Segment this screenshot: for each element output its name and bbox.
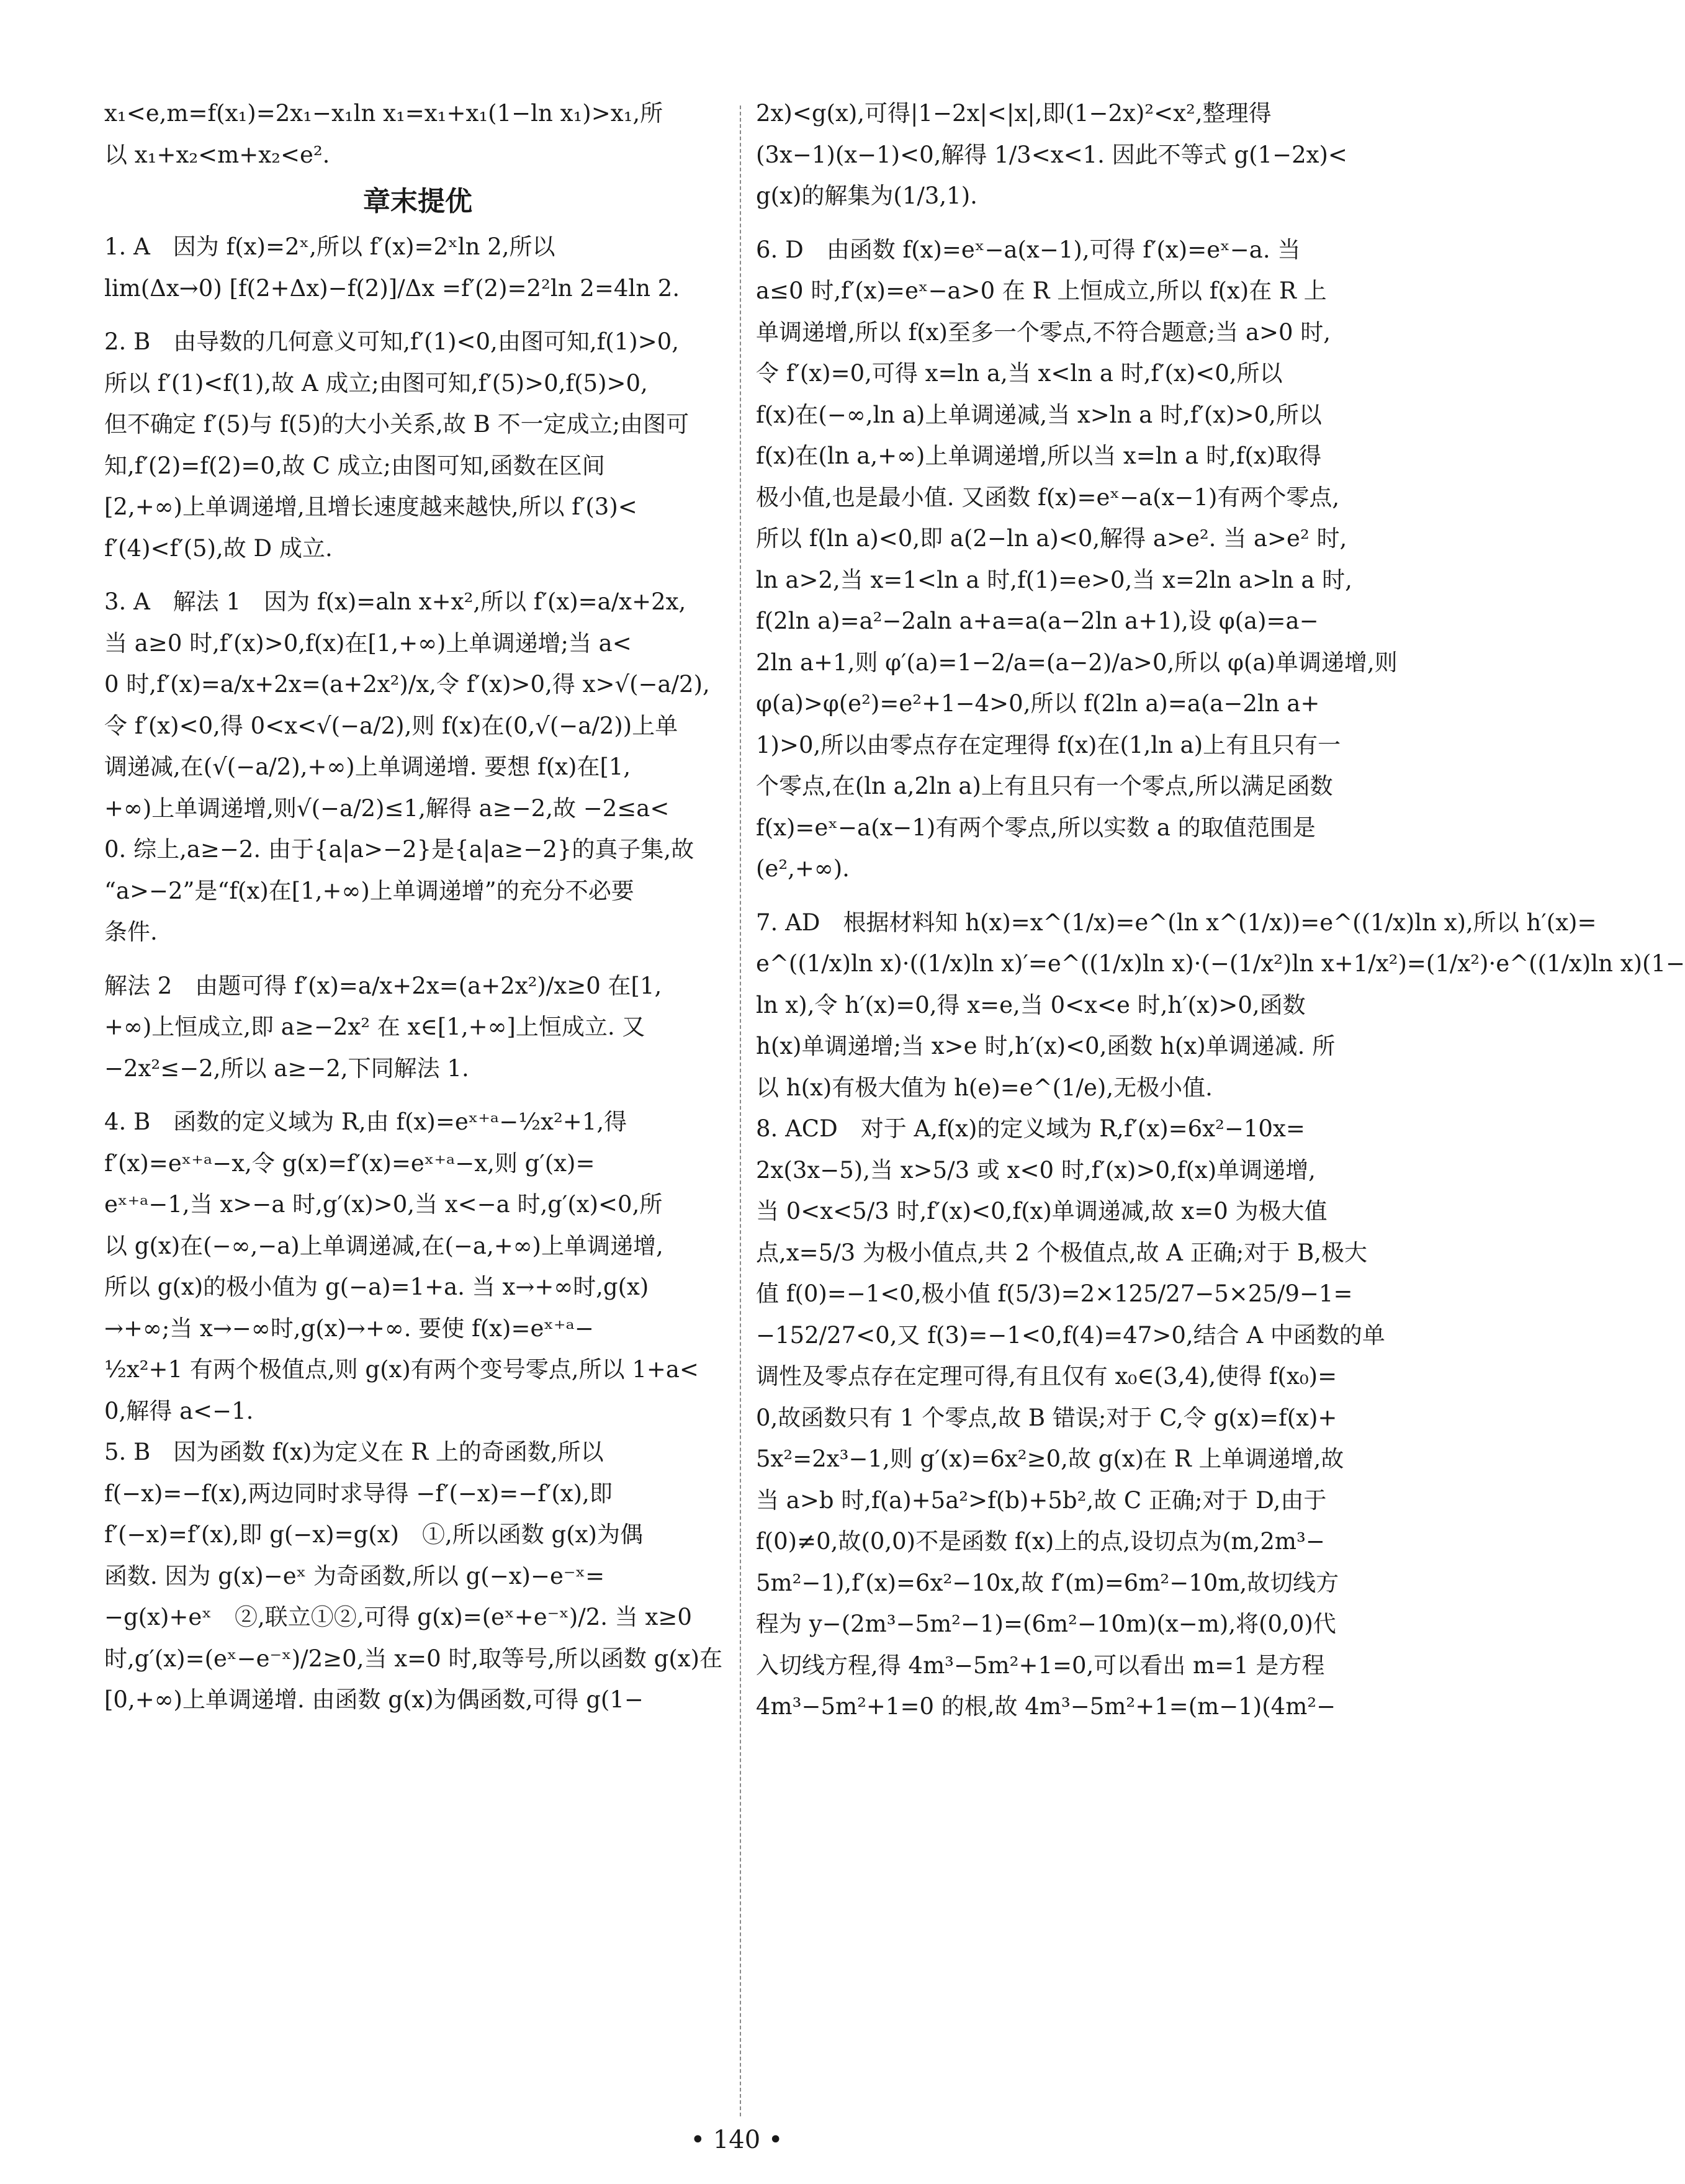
- text-line: 函数. 因为 g(x)−eˣ 为奇函数,所以 g(−x)−e⁻ˣ=: [104, 1562, 605, 1589]
- text-line: f′(4)<f′(5),故 D 成立.: [104, 534, 333, 562]
- text-line: 0. 综上,a≥−2. 由于{a|a>−2}是{a|a≥−2}的真子集,故: [104, 836, 694, 863]
- text-line: φ(a)>φ(e²)=e²+1−4>0,所以 f(2ln a)=a(a−2ln a+: [756, 690, 1320, 717]
- text-line: 入切线方程,得 4m³−5m²+1=0,可以看出 m=1 是方程: [756, 1651, 1325, 1679]
- paragraph-intro: [104, 93, 731, 176]
- text-line: 6. D 由函数 f(x)=eˣ−a(x−1),可得 f′(x)=eˣ−a. 当: [756, 236, 1301, 263]
- text-line: 调递减,在(√(−a/2),+∞)上单调递增. 要想 f(x)在[1,: [104, 753, 631, 780]
- text-line: 所以 g(x)的极小值为 g(−a)=1+a. 当 x→+∞时,g(x): [104, 1274, 649, 1300]
- text-line: 1)>0,所以由零点存在定理得 f(x)在(1,ln a)上有且只有一: [756, 731, 1341, 758]
- text-line: 条件.: [104, 919, 158, 945]
- text-line: 解法 2 由题可得 f′(x)=a/x+2x=(a+2x²)/x≥0 在[1,: [104, 972, 662, 999]
- text-line: [0,+∞)上单调递增. 由函数 g(x)为偶函数,可得 g(1−: [104, 1686, 644, 1713]
- text-line: 令 f′(x)=0,可得 x=ln a,当 x<ln a 时,f′(x)<0,所以: [756, 360, 1283, 387]
- text-line: “a>−2”是“f(x)在[1,+∞)上单调递增”的充分不必要: [104, 877, 634, 904]
- text-line: (3x−1)(x−1)<0,解得 1/3<x<1. 因此不等式 g(1−2x)<: [756, 141, 1347, 168]
- text-line: 以 g(x)在(−∞,−a)上单调递减,在(−a,+∞)上单调递增,: [104, 1232, 663, 1259]
- answer-7: [756, 902, 1685, 1109]
- text-line: 当 0<x<5/3 时,f′(x)<0,f(x)单调递减,故 x=0 为极大值: [756, 1198, 1328, 1225]
- text-line: 以 h(x)有极大值为 h(e)=e^(1/e),无极小值.: [756, 1074, 1213, 1101]
- answer-3-method-2: [104, 966, 731, 1090]
- text-line: 点,x=5/3 为极小值点,共 2 个极值点,故 A 正确;对于 B,极大: [756, 1239, 1367, 1266]
- text-line: +∞)上恒成立,即 a≥−2x² 在 x∈[1,+∞]上恒成立. 又: [104, 1013, 645, 1040]
- right-column: [756, 93, 1685, 1728]
- text-line: h(x)单调递增;当 x>e 时,h′(x)<0,函数 h(x)单调递减. 所: [756, 1033, 1336, 1059]
- text-line: −152/27<0,又 f(3)=−1<0,f(4)=47>0,结合 A 中函数的单: [756, 1321, 1385, 1349]
- text-line: f(2ln a)=a²−2aln a+a=a(a−2ln a+1),设 φ(a)=a−: [756, 608, 1319, 634]
- answer-6: [756, 230, 1398, 890]
- answer-3: [104, 582, 731, 953]
- text-line: e^((1/x)ln x)·((1/x)ln x)′=e^((1/x)ln x)·(−(1/x²)ln x+1/x²)=(1/x²)·e^((1/x)ln x)(1−: [756, 950, 1685, 977]
- section-title: 章末提优: [363, 186, 472, 217]
- text-line: 程为 y−(2m³−5m²−1)=(6m²−10m)(x−m),将(0,0)代: [756, 1611, 1336, 1637]
- answer-5-continued: [756, 93, 1383, 217]
- text-line: ½x²+1 有两个极值点,则 g(x)有两个变号零点,所以 1+a<: [104, 1356, 699, 1383]
- text-line: +∞)上单调递增,则√(−a/2)≤1,解得 a≥−2,故 −2≤a<: [104, 794, 670, 822]
- text-line: 令 f′(x)<0,得 0<x<√(−a/2),则 f(x)在(0,√(−a/2))上单: [104, 712, 678, 739]
- text-line: f(x)在(ln a,+∞)上单调递增,所以当 x=ln a 时,f(x)取得: [756, 443, 1322, 469]
- answer-1: [104, 227, 731, 309]
- answer-2: [104, 321, 731, 569]
- text-line: lim(Δx→0) [f(2+Δx)−f(2)]/Δx =f′(2)=2²ln 2=4ln 2.: [104, 274, 680, 302]
- text-line: 当 a≥0 时,f′(x)>0,f(x)在[1,+∞)上单调递增;当 a<: [104, 629, 632, 657]
- text-line: −g(x)+eˣ ②,联立①②,可得 g(x)=(eˣ+e⁻ˣ)/2. 当 x≥0: [104, 1604, 692, 1630]
- column-divider: [740, 106, 741, 2116]
- text-line: 个零点,在(ln a,2ln a)上有且只有一个零点,所以满足函数: [756, 773, 1333, 799]
- text-line: 2. B 由导数的几何意义可知,f′(1)<0,由图可知,f(1)>0,: [104, 328, 679, 355]
- text-line: 当 a>b 时,f(a)+5a²>f(b)+5b²,故 C 正确;对于 D,由于: [756, 1486, 1327, 1514]
- text-line: f′(−x)=f′(x),即 g(−x)=g(x) ①,所以函数 g(x)为偶: [104, 1521, 643, 1548]
- answer-5: [104, 1432, 731, 1721]
- text-line: f(0)≠0,故(0,0)不是函数 f(x)上的点,设切点为(m,2m³−: [756, 1528, 1325, 1555]
- text-line: 单调递增,所以 f(x)至多一个零点,不符合题意;当 a>0 时,: [756, 318, 1331, 346]
- text-line: 5x²=2x³−1,则 g′(x)=6x²≥0,故 g(x)在 R 上单调递增,故: [756, 1445, 1344, 1472]
- page-number: • 140 •: [690, 2126, 783, 2154]
- text-line: x₁<e,m=f(x₁)=2x₁−x₁ln x₁=x₁+x₁(1−ln x₁)>x₁,所: [104, 100, 663, 127]
- text-line: 2ln a+1,则 φ′(a)=1−2/a=(a−2)/a>0,所以 φ(a)单调递增,则: [756, 649, 1398, 676]
- text-line: 2x)<g(x),可得|1−2x|<|x|,即(1−2x)²<x²,整理得: [756, 100, 1272, 127]
- text-line: ln a>2,当 x=1<ln a 时,f(1)=e>0,当 x=2ln a>ln a 时,: [756, 566, 1352, 593]
- text-line: 以 x₁+x₂<m+x₂<e².: [104, 141, 330, 168]
- text-line: f′(x)=eˣ⁺ᵃ−x,令 g(x)=f′(x)=eˣ⁺ᵃ−x,则 g′(x)=: [104, 1149, 595, 1177]
- text-line: a≤0 时,f′(x)=eˣ−a>0 在 R 上恒成立,所以 f(x)在 R 上: [756, 277, 1327, 304]
- text-line: 所以 f′(1)<f(1),故 A 成立;由图可知,f′(5)>0,f(5)>0,: [104, 369, 648, 397]
- text-line: −2x²≤−2,所以 a≥−2,下同解法 1.: [104, 1054, 469, 1082]
- text-line: f(x)=eˣ−a(x−1)有两个零点,所以实数 a 的取值范围是: [756, 814, 1316, 841]
- text-line: 0,故函数只有 1 个零点,故 B 错误;对于 C,令 g(x)=f(x)+: [756, 1404, 1337, 1431]
- text-line: 3. A 解法 1 因为 f(x)=aln x+x²,所以 f′(x)=a/x+2x,: [104, 588, 686, 615]
- text-line: f(−x)=−f(x),两边同时求导得 −f′(−x)=−f′(x),即: [104, 1480, 613, 1507]
- text-line: 5. B 因为函数 f(x)为定义在 R 上的奇函数,所以: [104, 1439, 604, 1465]
- text-line: 但不确定 f′(5)与 f(5)的大小关系,故 B 不一定成立;由图可: [104, 411, 690, 438]
- text-line: eˣ⁺ᵃ−1,当 x>−a 时,g′(x)>0,当 x<−a 时,g′(x)<0,所: [104, 1191, 663, 1218]
- text-line: 4m³−5m²+1=0 的根,故 4m³−5m²+1=(m−1)(4m²−: [756, 1693, 1336, 1720]
- text-line: 0 时,f′(x)=a/x+2x=(a+2x²)/x,令 f′(x)>0,得 x>√(−a/2),: [104, 671, 710, 698]
- text-line: →+∞;当 x→−∞时,g(x)→+∞. 要使 f(x)=eˣ⁺ᵃ−: [104, 1314, 594, 1342]
- text-line: 2x(3x−5),当 x>5/3 或 x<0 时,f′(x)>0,f(x)单调递增,: [756, 1156, 1316, 1184]
- text-line: 7. AD 根据材料知 h(x)=x^(1/x)=e^(ln x^(1/x))=e^((1/x)ln x),所以 h′(x)=: [756, 909, 1597, 936]
- text-line: 调性及零点存在定理可得,有且仅有 x₀∈(3,4),使得 f(x₀)=: [756, 1363, 1337, 1390]
- text-line: 4. B 函数的定义域为 R,由 f(x)=eˣ⁺ᵃ−½x²+1,得: [104, 1108, 627, 1135]
- text-line: ln x),令 h′(x)=0,得 x=e,当 0<x<e 时,h′(x)>0,函数: [756, 991, 1306, 1018]
- text-line: 极小值,也是最小值. 又函数 f(x)=eˣ−a(x−1)有两个零点,: [756, 483, 1340, 511]
- answer-8: [756, 1108, 1383, 1728]
- text-line: 知,f′(2)=f(2)=0,故 C 成立;由图可知,函数在区间: [104, 452, 605, 479]
- text-line: 所以 f(ln a)<0,即 a(2−ln a)<0,解得 a>e². 当 a>e² 时,: [756, 525, 1347, 552]
- text-line: g(x)的解集为(1/3,1).: [756, 182, 977, 209]
- text-line: 时,g′(x)=(eˣ−e⁻ˣ)/2≥0,当 x=0 时,取等号,所以函数 g(x)在: [104, 1645, 723, 1672]
- text-line: [2,+∞)上单调递增,且增长速度越来越快,所以 f′(3)<: [104, 493, 637, 520]
- text-line: 值 f(0)=−1<0,极小值 f(5/3)=2×125/27−5×25/9−1=: [756, 1280, 1353, 1307]
- text-line: (e²,+∞).: [756, 855, 850, 882]
- text-line: 1. A 因为 f(x)=2ˣ,所以 f′(x)=2ˣln 2,所以: [104, 233, 555, 260]
- text-line: 0,解得 a<−1.: [104, 1397, 254, 1424]
- left-column: [104, 93, 731, 1721]
- text-line: 5m²−1),f′(x)=6x²−10x,故 f′(m)=6m²−10m,故切线方: [756, 1569, 1339, 1596]
- text-line: 8. ACD 对于 A,f(x)的定义域为 R,f′(x)=6x²−10x=: [756, 1115, 1305, 1142]
- text-line: f(x)在(−∞,ln a)上单调递减,当 x>ln a 时,f′(x)>0,所以: [756, 401, 1322, 428]
- answer-4: [104, 1102, 731, 1432]
